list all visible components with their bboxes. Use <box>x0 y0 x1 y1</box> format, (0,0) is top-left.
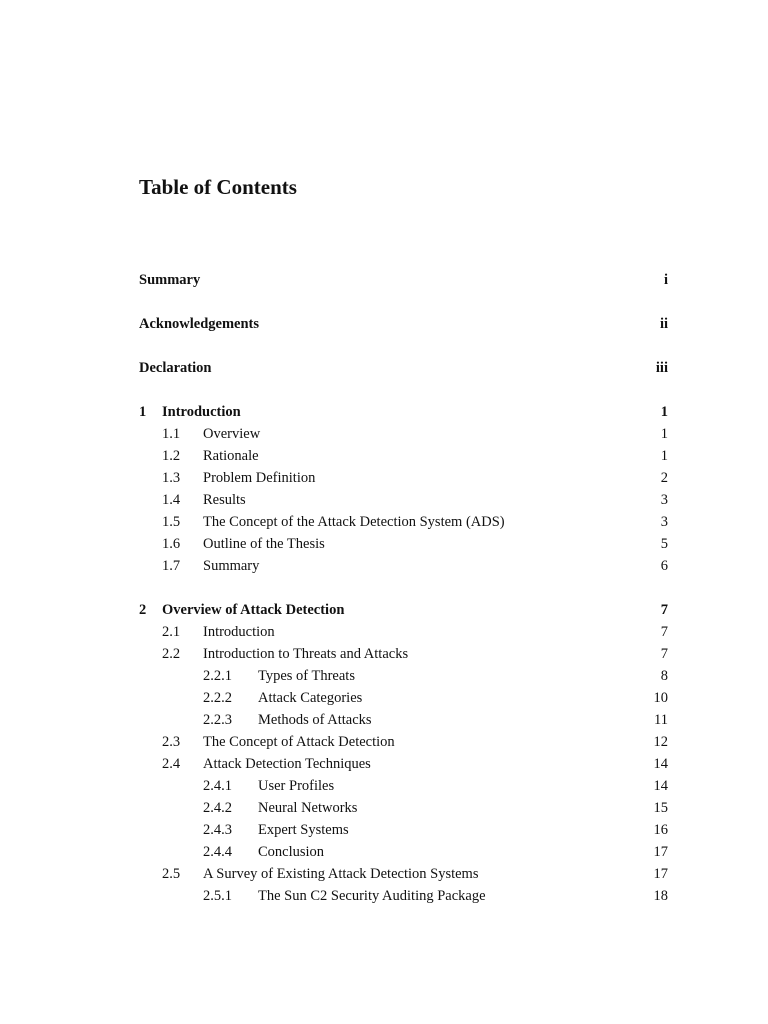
toc-entry-page: 7 <box>660 624 668 640</box>
toc-entry-page: 1 <box>660 426 668 442</box>
toc-entry-number: 1.4 <box>162 492 181 508</box>
toc-front-matter-entry[interactable] <box>139 313 668 335</box>
toc-entry-number: 2.2.3 <box>203 712 232 728</box>
toc-section-entry[interactable] <box>139 555 668 577</box>
page-title: Table of Contents <box>139 175 297 199</box>
toc-entry-number: 1.2 <box>162 448 181 464</box>
toc-entry-number: 2.4 <box>162 756 181 772</box>
toc-entry-label: Conclusion <box>258 844 325 860</box>
toc-section-entry[interactable] <box>139 489 668 511</box>
toc-entry-number: 1.6 <box>162 536 181 552</box>
toc-entry-number: 2.4.3 <box>203 822 232 838</box>
toc-section-entry[interactable] <box>139 731 668 753</box>
toc-entry-number: 2.2 <box>162 646 181 662</box>
toc-entry-label: Problem Definition <box>203 470 316 486</box>
toc-entry-label: Rationale <box>203 448 259 464</box>
toc-entry-number: 1.3 <box>162 470 181 486</box>
toc-subsection-entry[interactable] <box>139 885 668 907</box>
toc-entry-page: 17 <box>653 866 668 882</box>
toc-entry-label: User Profiles <box>258 778 335 794</box>
toc-entry-number: 1 <box>139 404 147 420</box>
toc-subsection-entry[interactable] <box>139 687 668 709</box>
toc-entry-label: The Concept of Attack Detection <box>203 734 395 750</box>
toc-entry-page: 12 <box>653 734 668 750</box>
toc-section-entry[interactable] <box>139 533 668 555</box>
toc-entry-page: 15 <box>653 800 668 816</box>
toc-entry-label: A Survey of Existing Attack Detection Systems <box>203 866 479 882</box>
toc-entry-page: i <box>663 272 668 288</box>
toc-entry-label: The Concept of the Attack Detection System (ADS) <box>203 514 505 530</box>
toc-entry-page: 7 <box>660 602 668 618</box>
toc-entry-page: 18 <box>653 888 668 904</box>
toc-subsection-entry[interactable] <box>139 819 668 841</box>
toc-entry-label: Attack Detection Techniques <box>203 756 371 772</box>
toc-entry-page: ii <box>659 316 668 332</box>
toc-subsection-entry[interactable] <box>139 775 668 797</box>
toc-entry-label: Declaration <box>139 360 212 376</box>
toc-entry-page: 6 <box>660 558 668 574</box>
toc-entry-page: 14 <box>653 778 668 794</box>
toc-entry-page: 10 <box>653 690 668 706</box>
toc-entry-number: 2.4.4 <box>203 844 232 860</box>
toc-entry-number: 2.3 <box>162 734 181 750</box>
toc-entry-label: Introduction <box>162 404 241 420</box>
toc-entry-number: 2.2.2 <box>203 690 232 706</box>
toc-entry-label: Overview <box>203 426 261 442</box>
toc-entry-number: 2 <box>139 602 147 618</box>
toc-subsection-entry[interactable] <box>139 709 668 731</box>
toc-entry-label: Introduction <box>203 624 275 640</box>
toc-entry-number: 2.5 <box>162 866 181 882</box>
toc-entry-number: 2.2.1 <box>203 668 232 684</box>
toc-section-entry[interactable] <box>139 467 668 489</box>
toc-section-entry[interactable] <box>139 753 668 775</box>
toc-entry-number: 1.1 <box>162 426 181 442</box>
toc-chapter-entry[interactable] <box>139 599 668 621</box>
toc-subsection-entry[interactable] <box>139 841 668 863</box>
toc-entry-label: Introduction to Threats and Attacks <box>203 646 409 662</box>
toc-entry-label: Overview of Attack Detection <box>162 602 345 618</box>
toc-section-entry[interactable] <box>139 445 668 467</box>
toc-subsection-entry[interactable] <box>139 665 668 687</box>
toc-entry-label: Acknowledgements <box>139 316 260 332</box>
toc-entry-label: Summary <box>203 558 260 574</box>
toc-entry-number: 2.4.2 <box>203 800 232 816</box>
toc-entry-page: 1 <box>660 448 668 464</box>
toc-entry-label: Results <box>203 492 246 508</box>
toc-entry-number: 2.4.1 <box>203 778 232 794</box>
toc-entry-page: 2 <box>660 470 668 486</box>
toc-entry-label: The Sun C2 Security Auditing Package <box>258 888 486 904</box>
toc-entry-page: 7 <box>660 646 668 662</box>
toc-section-entry[interactable] <box>139 643 668 665</box>
toc-entry-number: 2.1 <box>162 624 181 640</box>
toc-chapter-entry[interactable] <box>139 401 668 423</box>
toc-entry-label: Outline of the Thesis <box>203 536 325 552</box>
toc-entry-label: Types of Threats <box>258 668 355 684</box>
toc-entry-label: Expert Systems <box>258 822 349 838</box>
toc-entry-label: Summary <box>139 272 201 288</box>
toc-entry-page: 16 <box>653 822 668 838</box>
toc-entry-number: 1.5 <box>162 514 181 530</box>
toc-entry-number: 2.5.1 <box>203 888 232 904</box>
toc-subsection-entry[interactable] <box>139 797 668 819</box>
toc-entry-page: 5 <box>660 536 668 552</box>
toc-entry-page: 17 <box>653 844 668 860</box>
toc-entry-number: 1.7 <box>162 558 181 574</box>
toc-section-entry[interactable] <box>139 511 668 533</box>
toc-front-matter-entry[interactable] <box>139 357 668 379</box>
toc-section-entry[interactable] <box>139 863 668 885</box>
toc-list <box>139 269 668 907</box>
toc-entry-label: Neural Networks <box>258 800 358 816</box>
toc-section-entry[interactable] <box>139 423 668 445</box>
toc-front-matter-entry[interactable] <box>139 269 668 291</box>
toc-entry-page: 11 <box>654 712 668 728</box>
toc-entry-page: 3 <box>660 514 668 530</box>
toc-entry-page: iii <box>655 360 668 376</box>
toc-entry-page: 3 <box>660 492 668 508</box>
toc-entry-page: 1 <box>660 404 668 420</box>
toc-entry-page: 14 <box>653 756 668 772</box>
toc-section-entry[interactable] <box>139 621 668 643</box>
toc-entry-label: Methods of Attacks <box>258 712 372 728</box>
toc-entry-label: Attack Categories <box>258 690 363 706</box>
toc-entry-page: 8 <box>660 668 668 684</box>
